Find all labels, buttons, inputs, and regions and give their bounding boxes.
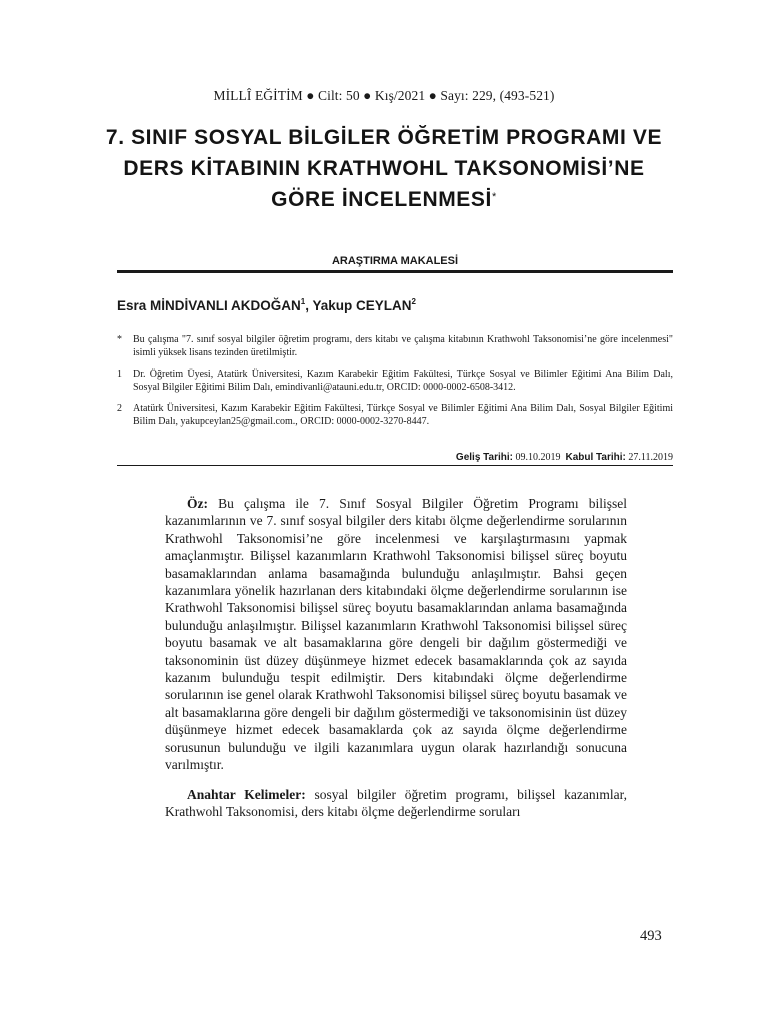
footnote-thesis <box>117 334 673 359</box>
title-line-2: DERS KİTABININ KRATHWOHL TAKSONOMİSİ’NE <box>123 157 645 180</box>
title-line-3-text: GÖRE İNCELENMESİ <box>271 188 492 211</box>
journal-header: MİLLÎ EĞİTİM ● Cilt: 50 ● Kış/2021 ● Sayı: 229, (493-521) <box>213 88 555 103</box>
article-type-label: ARAŞTIRMA MAKALESİ <box>331 255 459 267</box>
title-line-1: 7. SINIF SOSYAL BİLGİLER ÖĞRETİM PROGRAMI VE <box>105 126 663 149</box>
keywords-text: sosyal bilgiler öğretim programı, bilişsel kazanımlar, Krathwohl Taksonomisi, ders kitabı ölçme değerlendirme soruları <box>165 786 627 819</box>
abstract-section <box>165 495 627 820</box>
footnote-affiliation-2 <box>117 403 673 428</box>
footnote-affiliation-1 <box>117 369 673 394</box>
accepted-date: 27.11.2019 <box>628 452 673 463</box>
abstract-text: Bu çalışma ile 7. Sınıf Sosyal Bilgiler Öğretim Programı bilişsel kazanımlarının ve 7. sınıf sosyal bilgiler ders kitabı ölçme değerlendirme sorularının Krathwohl Taksonomisi’ne göre incelenmesi ve karşılaştırmasını yapmak amaçlanmıştır. Bilişsel kazanımların Krathwohl Taksonomisi bilişsel süreç boyutu basamaklarından anlama basamağında bulunduğu anlaşılmıştır. Bahsi geçen kazanımlara yönelik hazırlanan ders kitabındaki ölçme değerlendirme sorularının ise Krathwohl Taksonomisi bilişsel süreç boyutu basamaklarından anlama basamağında bulunduğu anlaşılmıştır. Bilişsel kazanımların Krathwohl Taksonomisi bilişsel süreç boyutu basamak ve alt basamaklarına göre dengeli bir dağılım göstermediği ve taksonominin üst düzey düşünmeye hizmet edecek basamaklarında çok az sayıda kazanım bulunduğu tespit edilmiştir. Ders kitabındaki ölçme değerlendirme sorularının ise genel olarak Krathwohl Taksonomisi bilişsel süreç boyutu basamak ve alt basamaklarına göre dengeli bir dağılım göstermediği ve taksonomisinin üst düzey düşünmeye hizmet edecek basamaklarda çok az sayıda ölçme değerlendirme sorusunun bulunduğu ve ilgili kazanımlara uygun olarak hazırlandığı sonucuna varılmıştır. <box>165 496 627 773</box>
keywords-paragraph <box>165 786 627 821</box>
author-2-affiliation-mark: 2 <box>411 297 416 306</box>
title-line-3 <box>90 184 678 215</box>
accepted-label: Kabul Tarihi: <box>565 452 626 463</box>
footnote-text: Atatürk Üniversitesi, Kazım Karabekir Eğitim Fakültesi, Türkçe Sosyal ve Bilimler Eğitimi Ana Bilim Dalı, Sosyal Bilgiler Eğitimi Bilim Dalı, yakupceylan25@gmail.com., ORCID: 0000-0002-3270-8447. <box>133 403 673 427</box>
footnote-mark: * <box>117 334 122 345</box>
abstract-label: Öz: <box>187 496 208 511</box>
article-title <box>90 122 678 215</box>
author-2-name: Yakup CEYLAN <box>312 298 412 313</box>
title-footnote-mark: * <box>491 191 497 203</box>
submission-dates <box>117 452 673 463</box>
dates-divider <box>117 465 673 466</box>
abstract-paragraph <box>165 495 627 774</box>
footnote-mark: 2 <box>117 403 122 414</box>
received-date: 09.10.2019 <box>515 452 561 463</box>
footnote-text: Bu çalışma "7. sınıf sosyal bilgiler öğretim programı, ders kitabı ve çalışma kitabının Krathwohl Taksonomisi’ne göre incelenmesi" isimli yüksek lisans tezinden üretilmiştir. <box>133 334 673 358</box>
author-line <box>117 298 677 313</box>
footnote-text: Dr. Öğretim Üyesi, Atatürk Üniversitesi, Kazım Karabekir Eğitim Fakültesi, Türkçe Sosyal ve Bilimler Eğitimi Ana Bilim Dalı, Sosyal Bilgiler Eğitimi Bilim Dalı, emindivanli@atauni.edu.tr, ORCID: 0000-0002-6508-3412. <box>133 369 673 393</box>
author-1-name: Esra MİNDİVANLI AKDOĞAN <box>117 298 301 313</box>
footnote-mark: 1 <box>117 369 122 380</box>
keywords-label: Anahtar Kelimeler: <box>187 786 306 802</box>
author-1-affiliation-mark: 1 <box>300 297 306 306</box>
page-number: 493 <box>640 928 662 944</box>
received-label: Geliş Tarihi: <box>455 452 513 463</box>
author-separator: , <box>305 298 313 313</box>
header-divider <box>117 270 673 273</box>
